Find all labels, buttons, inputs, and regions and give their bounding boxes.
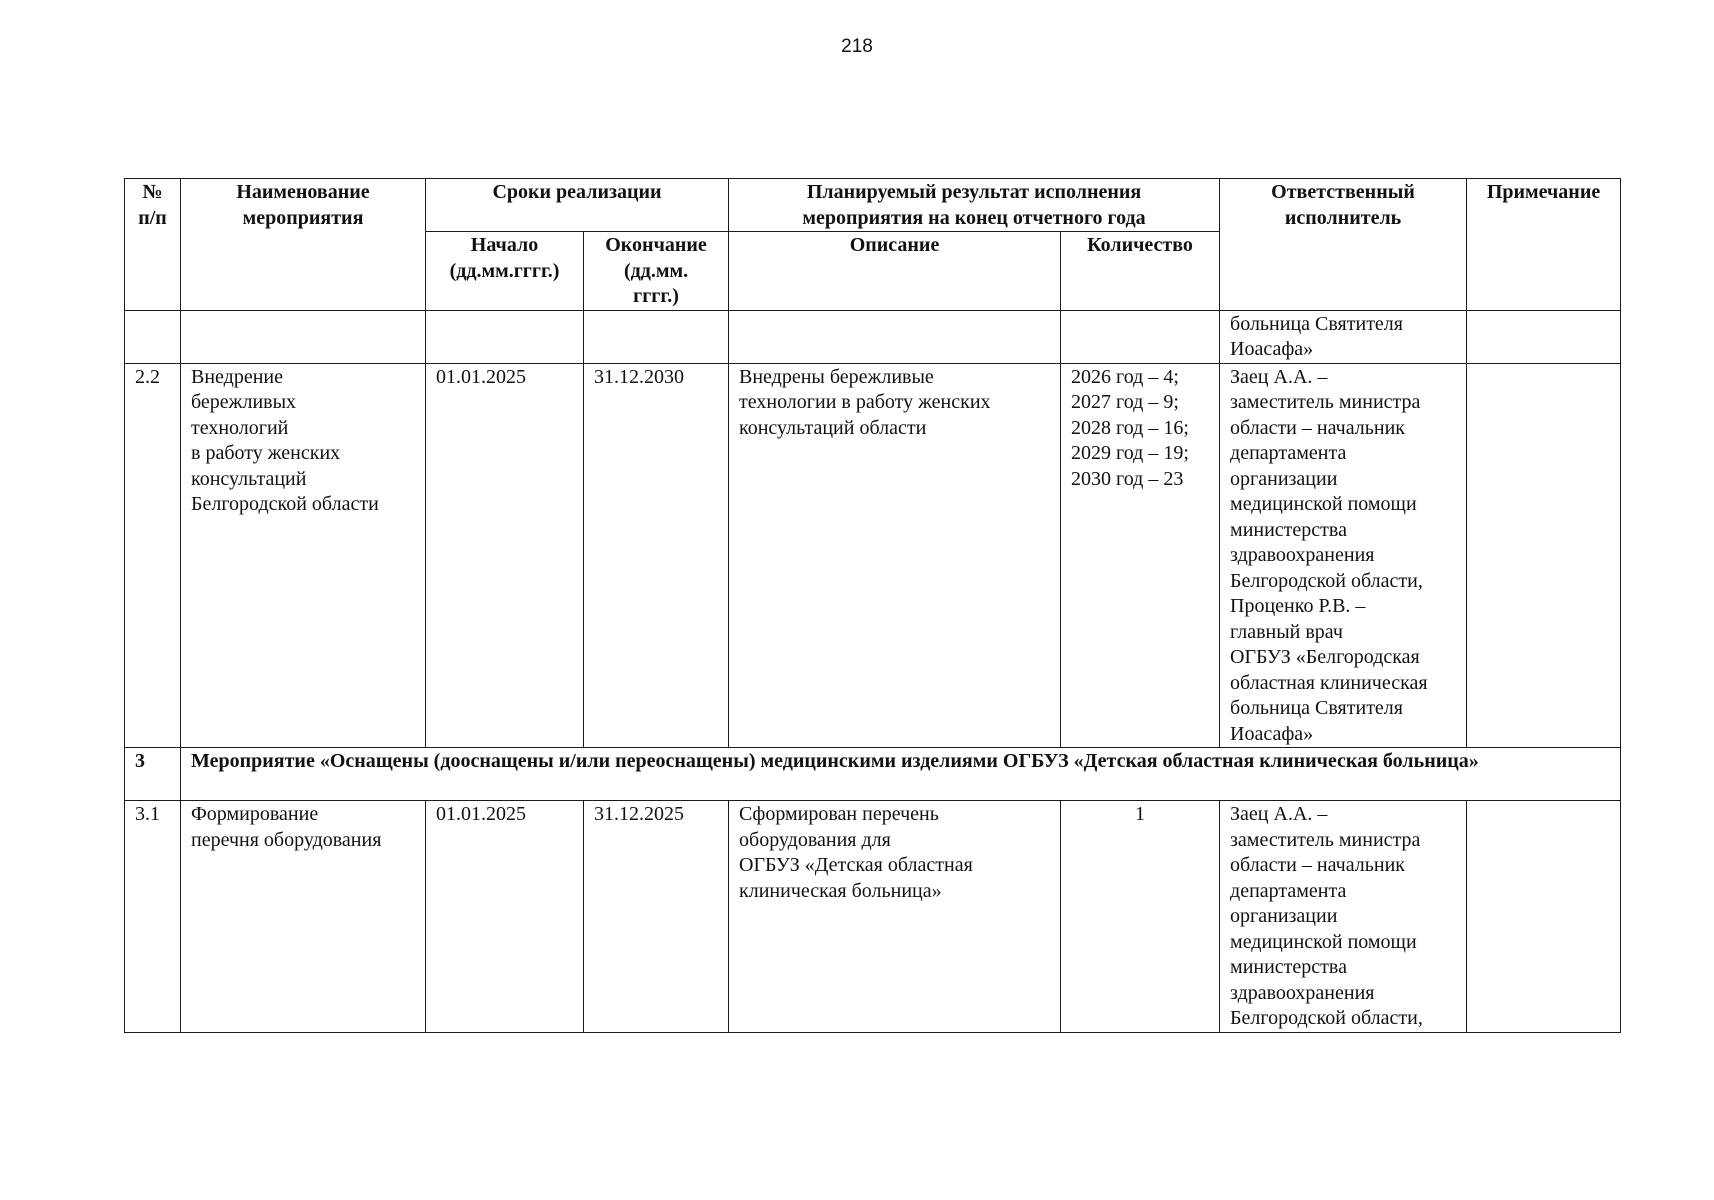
- header-terms: Сроки реализации: [426, 179, 729, 232]
- header-end: Окончание (дд.мм. гггг.): [584, 232, 729, 311]
- cell-num: 3: [125, 748, 181, 801]
- cell-note: [1467, 310, 1621, 363]
- table-row-3-1: [125, 801, 1621, 1033]
- header-note: Примечание: [1467, 179, 1621, 311]
- cell-description: [729, 310, 1061, 363]
- cell-name: [181, 310, 426, 363]
- cell-start: 01.01.2025: [426, 801, 584, 1033]
- cell-description: Сформирован перечень оборудования для ОГБУЗ «Детская областная клиническая больница»: [729, 801, 1061, 1033]
- cell-num: 3.1: [125, 801, 181, 1033]
- header-quantity: Количество: [1061, 232, 1220, 311]
- cell-quantity: 2026 год – 4; 2027 год – 9; 2028 год – 16; 2029 год – 19; 2030 год – 23: [1061, 363, 1220, 748]
- table-row-continuation: [125, 310, 1621, 363]
- header-start: Начало (дд.мм.гггг.): [426, 232, 584, 311]
- cell-quantity: 1: [1061, 801, 1220, 1033]
- page-number: 218: [841, 36, 873, 57]
- cell-num: [125, 310, 181, 363]
- cell-end: 31.12.2030: [584, 363, 729, 748]
- cell-end: [584, 310, 729, 363]
- header-result: Планируемый результат исполнения мероприятия на конец отчетного года: [729, 179, 1220, 232]
- cell-responsible: Заец А.А. – заместитель министра области – начальник департамента организации медицинской помощи министерства здравоохранения Белгородской области, Проценко Р.В. – главный врач ОГБУЗ «Белгородская областная клиническая больница Святителя Иоасафа»: [1220, 363, 1467, 748]
- cell-note: [1467, 801, 1621, 1033]
- header-responsible: Ответственный исполнитель: [1220, 179, 1467, 311]
- cell-name: Формирование перечня оборудования: [181, 801, 426, 1033]
- header-name: Наименование мероприятия: [181, 179, 426, 311]
- cell-start: [426, 310, 584, 363]
- cell-responsible: больница Святителя Иоасафа»: [1220, 310, 1467, 363]
- header-num: № п/п: [125, 179, 181, 311]
- table-row-section-3: [125, 748, 1621, 801]
- section-title: Мероприятие «Оснащены (дооснащены и/или переоснащены) медицинскими изделиями ОГБУЗ «Детская областная клиническая больница»: [181, 748, 1621, 801]
- header-description: Описание: [729, 232, 1061, 311]
- cell-note: [1467, 363, 1621, 748]
- cell-start: 01.01.2025: [426, 363, 584, 748]
- header-row-1: [125, 179, 1621, 232]
- table-row-2-2: [125, 363, 1621, 748]
- cell-responsible: Заец А.А. – заместитель министра области – начальник департамента организации медицинской помощи министерства здравоохранения Белгородской области,: [1220, 801, 1467, 1033]
- cell-description: Внедрены бережливые технологии в работу женских консультаций области: [729, 363, 1061, 748]
- activities-table: [124, 178, 1621, 1033]
- cell-quantity: [1061, 310, 1220, 363]
- cell-end: 31.12.2025: [584, 801, 729, 1033]
- cell-name: Внедрение бережливых технологий в работу женских консультаций Белгородской области: [181, 363, 426, 748]
- cell-num: 2.2: [125, 363, 181, 748]
